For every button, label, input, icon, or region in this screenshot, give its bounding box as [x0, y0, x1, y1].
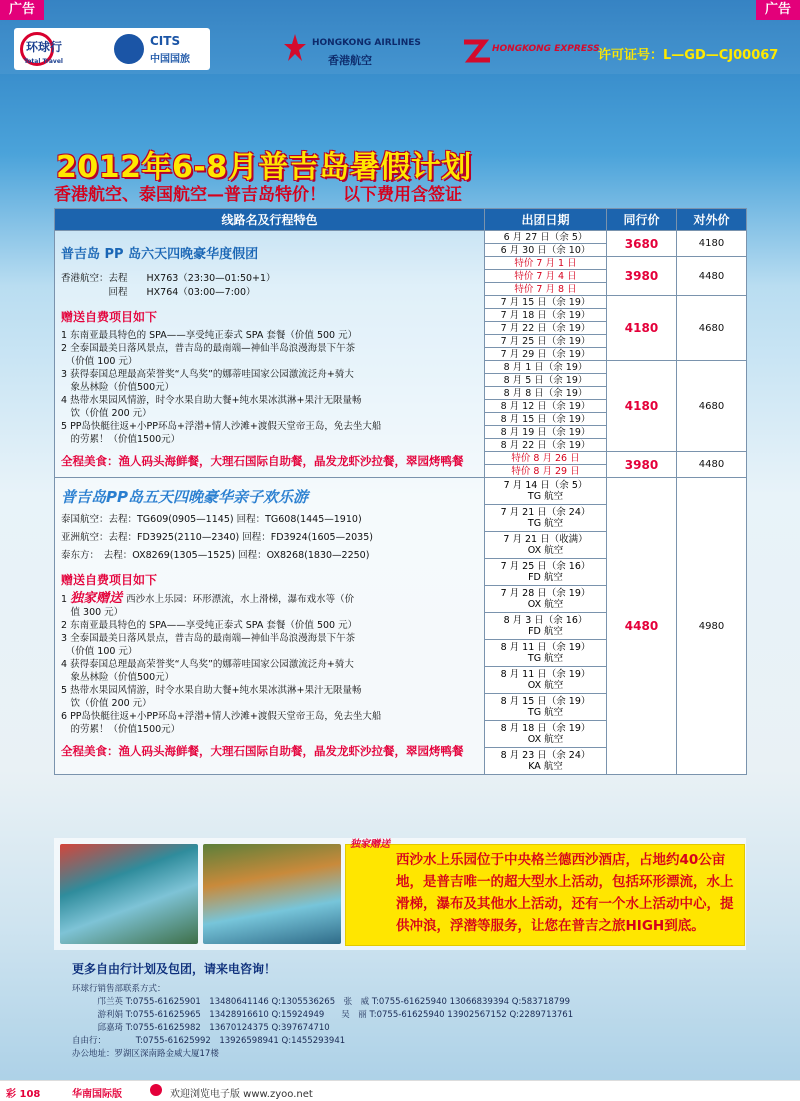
retail-price: 4980 — [677, 478, 747, 775]
list-item: 5 热带水果园风情游，时令水果自助大餐+纯水果冰淇淋+果汁无限量畅 — [61, 685, 362, 696]
water-park-photo — [203, 844, 341, 944]
date-text: 7 月 25 日（余 16） — [500, 561, 591, 572]
date-text: 7 月 21 日（余 24） — [500, 507, 591, 518]
list-item: 饮（价值 200 元） — [61, 698, 152, 709]
header-route: 线路名及行程特色 — [55, 209, 485, 231]
tour1-gift-title: 赠送自费项目如下 — [61, 310, 158, 324]
tour2-flight-ox: 泰东方： 去程：OX8269(1305—1525) 回程：OX8268(1830—2250) — [61, 550, 370, 561]
list-item: 象丛林险（价值500元） — [61, 382, 175, 393]
list-item: 4 获得泰国总理最高荣誉奖“人鸟奖”的娜蒂哇国家公园激流泛舟+骑大 — [61, 659, 354, 670]
cits-logo-cn: 中国国旅 — [150, 54, 190, 65]
travel-logo-en: Total Travel — [24, 58, 63, 65]
date-cell: 8 月 1 日（余 19） — [485, 361, 607, 374]
list-item: 2 东南亚最具特色的 SPA——享受纯正泰式 SPA 套餐（价值 500 元） — [61, 620, 358, 631]
date-cell — [485, 478, 607, 505]
date-text: 8 月 11 日（余 19） — [500, 642, 591, 653]
list-item: 1 独家赠送 西沙水上乐园：环形漂流，水上滑梯，瀑布戏水等（价 — [61, 591, 355, 606]
table-header-row — [55, 209, 747, 231]
promo-text-box — [345, 839, 745, 946]
contact-section — [72, 960, 772, 1061]
date-cell — [485, 640, 607, 667]
list-item: 4 热带水果园风情游，时令水果自助大餐+纯水果冰淇淋+果汁无限量畅 — [61, 395, 362, 406]
list-item: （价值 100 元） — [61, 646, 138, 657]
airline-text: KA 航空 — [528, 761, 563, 772]
red-logo-icon — [150, 1084, 162, 1096]
date-text: 8 月 23 日（余 24） — [500, 750, 591, 761]
date-text: 8 月 11 日（余 19） — [500, 669, 591, 680]
retail-price: 4180 — [677, 231, 747, 257]
date-cell: 7 月 25 日（余 19） — [485, 335, 607, 348]
water-park-promo — [54, 838, 746, 950]
tour2-flight-fd: 亚洲航空：去程：FD3925(2110—2340) 回程：FD3924(1605—2035) — [61, 532, 373, 543]
date-cell: 7 月 18 日（余 19） — [485, 309, 607, 322]
contact-row: 自由行： T:0755-61625992 13926598941 Q:1455293941 — [72, 1036, 346, 1046]
date-cell — [485, 694, 607, 721]
date-cell: 8 月 19 日（余 19） — [485, 426, 607, 439]
tour1-flight-back: 回程 HX764（03:00—7:00） — [61, 287, 256, 298]
ad-label-right: 广告 — [756, 0, 800, 20]
date-cell — [485, 667, 607, 694]
table-row — [55, 231, 747, 244]
date-cell: 8 月 15 日（余 19） — [485, 413, 607, 426]
list-item: 饮（价值 200 元） — [61, 408, 152, 419]
airline-text: OX 航空 — [527, 599, 564, 610]
list-item: 2 全泰国最美日落风景点，普吉岛的最南端—神仙半岛浪漫海景下午茶 — [61, 343, 356, 354]
date-cell: 特价 7 月 4 日 — [485, 270, 607, 283]
date-cell: 7 月 15 日（余 19） — [485, 296, 607, 309]
page-subtitle: 香港航空、泰国航空—普吉岛特价！ 以下费用含签证 — [54, 185, 462, 205]
date-cell: 7 月 22 日（余 19） — [485, 322, 607, 335]
contact-heading: 更多自由行计划及包团，请来电咨询！ — [72, 962, 277, 976]
date-text: 7 月 14 日（余 5） — [503, 480, 588, 491]
tour2-gift-title: 赠送自费项目如下 — [61, 573, 158, 587]
tour2-meal: 全程美食：渔人码头海鲜餐，大理石国际自助餐，晶发龙虾沙拉餐，翠园烤鸭餐 — [61, 744, 464, 758]
header-retail-price: 对外价 — [677, 209, 747, 231]
airline-text: FD 航空 — [528, 626, 563, 637]
page-title: 2012年6-8月普吉岛暑假计划 — [56, 150, 472, 185]
contact-row: 办公地址：罗湖区深南路金威大厦17楼 — [72, 1049, 219, 1059]
date-cell — [485, 559, 607, 586]
tour1-flight-out: 香港航空：去程 HX763（23:30—01:50+1） — [61, 273, 276, 284]
welcome-text[interactable]: 欢迎浏览电子版 www.zyoo.net — [170, 1089, 313, 1100]
tour-price-table — [54, 208, 747, 775]
peer-price: 4480 — [607, 478, 677, 775]
date-cell: 6 月 30 日（余 10） — [485, 244, 607, 257]
date-cell — [485, 532, 607, 559]
logo-panel — [14, 28, 210, 70]
list-item: 3 获得泰国总理最高荣誉奖“人鸟奖”的娜蒂哇国家公园激流泛舟+骑大 — [61, 369, 354, 380]
date-cell — [485, 586, 607, 613]
travel-logo-text: 环球行 — [26, 40, 63, 54]
retail-price: 4680 — [677, 361, 747, 452]
hongkong-airlines-cn: 香港航空 — [328, 54, 372, 67]
date-cell — [485, 505, 607, 532]
water-slide-photo — [60, 844, 198, 944]
date-cell: 特价 7 月 8 日 — [485, 283, 607, 296]
airline-text: TG 航空 — [527, 518, 564, 529]
retail-price: 4480 — [677, 452, 747, 478]
peer-price: 4180 — [607, 361, 677, 452]
peer-price: 4180 — [607, 296, 677, 361]
date-cell: 6 月 27 日（余 5） — [485, 231, 607, 244]
cits-globe-icon — [114, 34, 144, 64]
list-item-text: 西沙水上乐园：环形漂流，水上滑梯，瀑布戏水等（价 — [126, 594, 355, 605]
list-item: 3 全泰国最美日落风景点，普吉岛的最南端—神仙半岛浪漫海景下午茶 — [61, 633, 356, 644]
license-number: 许可证号：L—GD—CJ00067 — [598, 48, 779, 63]
tour1-meal: 全程美食：渔人码头海鲜餐，大理石国际自助餐，晶发龙虾沙拉餐，翠园烤鸭餐 — [61, 454, 464, 468]
ad-label-left: 广告 — [0, 0, 44, 20]
exclusive-gift-badge: 独家赠送 — [70, 591, 123, 606]
date-cell: 8 月 22 日（余 19） — [485, 439, 607, 452]
list-item: 6 PP岛快艇往返+小PP环岛+浮潜+情人沙滩+渡假天堂帝王岛，免去坐大船 — [61, 711, 382, 722]
date-text: 8 月 18 日（余 19） — [500, 723, 591, 734]
tour2-route-cell — [55, 478, 485, 775]
list-item: 1 东南亚最具特色的 SPA——享受纯正泰式 SPA 套餐（价值 500 元） — [61, 330, 358, 341]
retail-price: 4480 — [677, 257, 747, 296]
date-text: 7 月 28 日（余 19） — [500, 588, 591, 599]
airline-text: FD 航空 — [528, 572, 563, 583]
tour1-route-cell — [55, 231, 485, 478]
peer-price: 3980 — [607, 257, 677, 296]
tour2-name: 普吉岛PP岛五天四晚豪华亲子欢乐游 — [61, 488, 308, 506]
page-number: 彩 108 — [6, 1089, 41, 1100]
peer-price: 3980 — [607, 452, 677, 478]
date-cell: 特价 7 月 1 日 — [485, 257, 607, 270]
airline-text: TG 航空 — [527, 653, 564, 664]
list-item: （价值 100 元） — [61, 356, 138, 367]
airline-text: OX 航空 — [527, 545, 564, 556]
cits-logo-text: CITS — [150, 34, 181, 48]
tour2-flight-tg: 泰国航空：去程：TG609(0905—1145) 回程：TG608(1445—1910) — [61, 514, 362, 525]
list-item: 象丛林险（价值500元） — [61, 672, 175, 683]
date-cell: 8 月 12 日（余 19） — [485, 400, 607, 413]
contact-row: 邱嘉琦 T:0755-61625982 13670124375 Q:397674710 — [72, 1023, 330, 1033]
airline-text: OX 航空 — [527, 680, 564, 691]
list-item: 的劳累！（价值1500元） — [61, 724, 181, 735]
peer-price: 3680 — [607, 231, 677, 257]
date-cell: 特价 8 月 26 日 — [485, 452, 607, 465]
contact-row: 环球行销售部联系方式： — [72, 984, 166, 994]
date-cell: 特价 8 月 29 日 — [485, 465, 607, 478]
airline-text: TG 航空 — [527, 491, 564, 502]
airline-text: OX 航空 — [527, 734, 564, 745]
hongkong-airlines-en: HONGKONG AIRLINES — [312, 38, 421, 48]
promo-exclusive-badge: 独家赠送 — [350, 839, 390, 850]
list-item: 的劳累！（价值1500元） — [61, 434, 181, 445]
hongkong-express-text: HONGKONG EXPRESS — [492, 44, 600, 54]
date-cell — [485, 721, 607, 748]
date-cell: 8 月 5 日（余 19） — [485, 374, 607, 387]
table-row — [55, 478, 747, 505]
header-peer-price: 同行价 — [607, 209, 677, 231]
contact-row: 邝兰英 T:0755-61625901 13480641146 Q:1305536265 张 威 T:0755-61625940 13066839394 Q:583718799 — [72, 997, 571, 1007]
tour1-name: 普吉岛 PP 岛六天四晚豪华度假团 — [61, 247, 259, 262]
retail-price: 4680 — [677, 296, 747, 361]
date-text: 8 月 3 日（余 16） — [503, 615, 588, 626]
date-cell: 8 月 8 日（余 19） — [485, 387, 607, 400]
edition-name: 华南国际版 — [72, 1089, 122, 1100]
contact-row: 游利娟 T:0755-61625965 13428916610 Q:15924949 吴 丽 T:0755-61625940 13902567152 Q:2289713761 — [72, 1010, 574, 1020]
date-cell — [485, 748, 607, 775]
date-text: 8 月 15 日（余 19） — [500, 696, 591, 707]
list-item: 值 300 元） — [61, 607, 124, 618]
promo-description: 西沙水上乐园位于中央格兰德西沙酒店，占地约40公亩地，是普吉唯一的超大型水上活动，包括环形漂流，水上滑梯，瀑布及其他水上活动，还有一个水上活动中心，提供冲浪，浮潜等服务，让您在普吉之旅HIGH到底。 — [396, 852, 734, 934]
header-date: 出团日期 — [485, 209, 607, 231]
date-text: 7 月 21 日（收满） — [503, 534, 588, 545]
date-cell — [485, 613, 607, 640]
airline-text: TG 航空 — [527, 707, 564, 718]
hongkong-airlines-bauhinia-icon — [284, 34, 306, 62]
list-item: 5 PP岛快艇往返+小PP环岛+浮潜+情人沙滩+渡假天堂帝王岛，免去坐大船 — [61, 421, 382, 432]
page-footer — [0, 1080, 800, 1101]
date-cell: 7 月 29 日（余 19） — [485, 348, 607, 361]
